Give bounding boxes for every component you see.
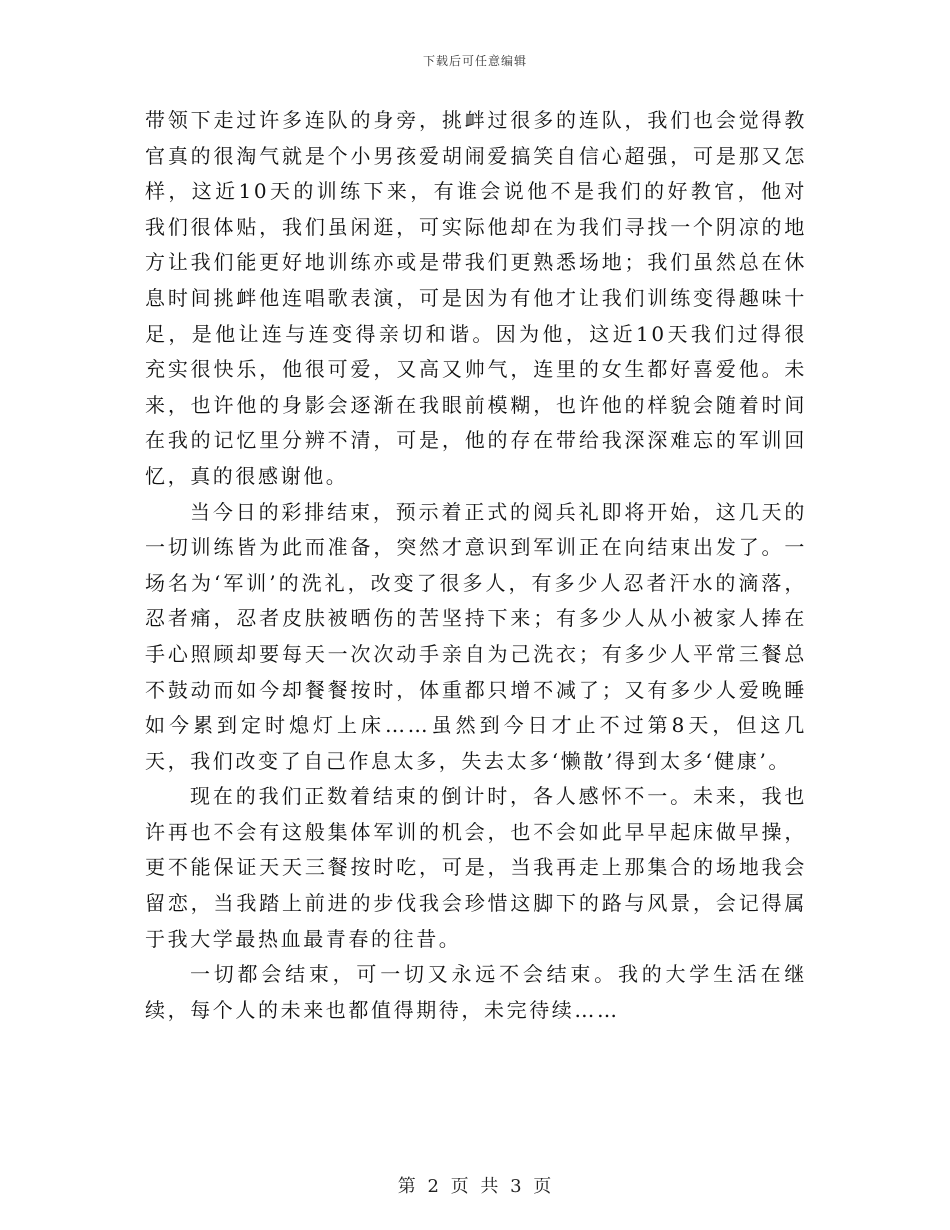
paragraph-2: 当今日的彩排结束，预示着正式的阅兵礼即将开始，这几天的一切训练皆为此而准备，突然才意识到军训正在向结束出发了。一场名为‘军训’的洗礼，改变了很多人，有多少人忍者汗水的滴落，忍者痛，忍者皮肤被晒伤的苦坚持下来；有多少人从小被家人捧在手心照顾却要每天一次次动手亲自为己洗衣；有多少人平常三餐总不鼓动而如今却餐餐按时，体重都只增不减了；又有多少人爱晚睡如今累到定时熄灯上床……虽然到今日才止不过第8天，但这几天，我们改变了自己作息太多，失去太多‘懒散’得到太多‘健康’。 — [145, 499, 807, 773]
paragraph-3: 现在的我们正数着结束的倒计时，各人感怀不一。未来，我也许再也不会有这般集体军训的机会，也不会如此早早起床做早操，更不能保证天天三餐按时吃，可是，当我再走上那集合的场地我会留恋，当我踏上前进的步伐我会珍惜这脚下的路与风景，会记得属于我大学最热血最青春的往昔。 — [145, 784, 807, 951]
document-body — [145, 103, 807, 1028]
paragraph-1: 带领下走过许多连队的身旁，挑衅过很多的连队，我们也会觉得教官真的很淘气就是个小男孩爱胡闹爱搞笑自信心超强，可是那又怎样，这近10天的训练下来，有谁会说他不是我们的好教官，他对我们很体贴，我们虽闲逛，可实际他却在为我们寻找一个阴凉的地方让我们能更好地训练亦或是带我们更熟悉场地；我们虽然总在休息时间挑衅他连唱歌表演，可是因为有他才让我们训练变得趣味十足，是他让连与连变得亲切和谐。因为他，这近10天我们过得很充实很快乐，他很可爱，又高又帅气，连里的女生都好喜爱他。未来，也许他的身影会逐渐在我眼前模糊，也许他的样貌会随着时间在我的记忆里分辨不清，可是，他的存在带给我深深难忘的军训回忆，真的很感谢他。 — [145, 108, 807, 488]
page-header: 下载后可任意编辑 — [422, 54, 527, 68]
paragraph-4: 一切都会结束，可一切又永远不会结束。我的大学生活在继续，每个人的未来也都值得期待，未完待续…… — [145, 962, 807, 1022]
page-number-footer: 第 2 页 共 3 页 — [397, 1176, 553, 1197]
